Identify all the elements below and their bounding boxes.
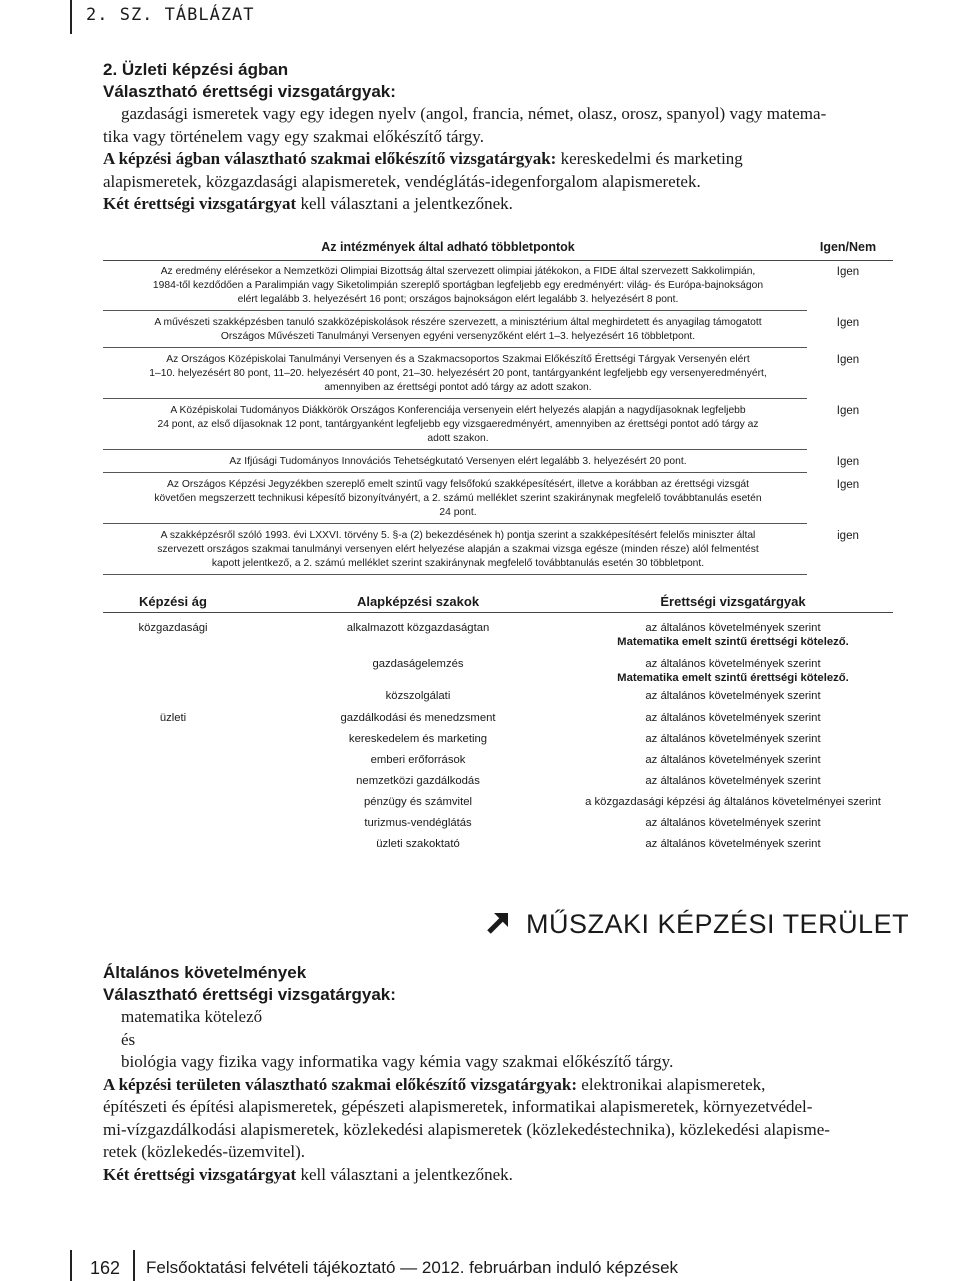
requirement-text: az általános követelmények szerint (645, 754, 821, 766)
prep-label: A képzési ágban választható szakmai előkészítő vizsgatárgyak: (103, 149, 557, 168)
points-row-line: 1–10. helyezésért 80 pont, 11–20. helyezésért 40 pont, 21–30. helyezésért 20 pont, tantárgyanként legfeljebb egy versenyeredményért, (149, 368, 767, 379)
subjects-text: biológia vagy fizika vagy informatika vagy kémia vagy szakmai előkészítő tárgy. (121, 1052, 674, 1071)
col-header-programs: Alapképzési szakok (356, 594, 480, 609)
points-row-line: A szakképzésről szóló 1993. évi LXXVI. törvény 5. §-a (2) bekezdésének h) pontja szerint a szakképesítésért felelős miniszter által (160, 530, 756, 541)
prep-label: A képzési területen választható szakmai előkészítő vizsgatárgyak: (103, 1074, 578, 1094)
subjects-row (103, 621, 893, 649)
branch-cell: üzleti (159, 712, 187, 724)
points-row-line: adott szakon. (427, 433, 489, 444)
points-row (103, 316, 893, 348)
points-row-line: 24 pont. (439, 507, 477, 518)
program-cell: gazdálkodási és menedzsment (340, 712, 496, 724)
row-divider (103, 574, 807, 575)
two-subjects-bold: Két érettségi vizsgatárgyat (103, 194, 297, 213)
subjects-row (103, 774, 893, 792)
points-row (103, 478, 893, 524)
points-row-line: Az Ifjúsági Tudományos Innovációs Tehetségkutató Versenyen elért legalább 3. helyezésért 20 pont. (229, 456, 687, 467)
requirement-text: az általános követelmények szerint (645, 712, 821, 724)
subjects-row (103, 837, 893, 855)
two-subjects-rest: kell választani a jelentkezőnek. (296, 194, 513, 213)
points-row-value: Igen (836, 405, 860, 417)
section-business (103, 59, 893, 216)
prep-subjects (103, 148, 893, 171)
points-row (103, 353, 893, 399)
col-header-branch: Képzési ág (139, 594, 207, 609)
header-bar (70, 0, 255, 34)
points-row-line: követően megszerzett technikusi képesítő bizonyítványért, a 2. számú melléklet szerint szakiránynak megfelelő továbbtanulás esetén (154, 493, 762, 504)
points-row-text (103, 478, 813, 520)
points-row (103, 265, 893, 311)
program-cell: pénzügy és számvitel (364, 796, 472, 808)
points-row-text (103, 455, 813, 469)
requirement-text: az általános követelmények szerint (645, 775, 821, 787)
requirement-cell (573, 689, 893, 703)
points-row-line: Az eredmény elérésekor a Nemzetközi Olimpiai Bizottság által szervezett olimpiai játékokon, a FIDE által szervezett Sakkolimpián, (160, 266, 756, 277)
points-row-value: Igen (836, 354, 860, 366)
requirement-text: az általános követelmények szerint (645, 690, 821, 702)
requirement-text: az általános követelmények szerint (645, 658, 821, 670)
points-row (103, 529, 893, 575)
section-technical (103, 962, 893, 1186)
subjects-row (103, 816, 893, 834)
subjects-row (103, 711, 893, 729)
header-title: 2. SZ. TÁBLÁZAT (86, 5, 255, 25)
program-cell: üzleti szakoktató (376, 838, 460, 850)
requirement-cell (573, 753, 893, 767)
subjects-table (103, 592, 893, 855)
points-row-line: kapott jelentkező, a 2. számú melléklet szerint szakiránynak megfelelő továbbtanulás esetén 30 többletpont. (211, 558, 705, 569)
subjects-row (103, 753, 893, 771)
points-row-text (103, 265, 813, 307)
branch-cell: közgazdasági (138, 622, 208, 634)
program-cell: emberi erőforrások (370, 754, 466, 766)
footer-bar (70, 1250, 72, 1281)
requirement-text: az általános követelmények szerint (645, 733, 821, 745)
subjects-label: Választható érettségi vizsgatárgyak: (103, 985, 396, 1004)
footer-separator (133, 1250, 135, 1281)
requirement-cell (573, 816, 893, 830)
subjects-text: tika vagy történelem vagy egy szakmai előkészítő tárgy. (103, 126, 484, 146)
points-row-value: Igen (836, 479, 860, 491)
row-divider (103, 449, 807, 450)
requirements-heading: Általános követelmények (103, 963, 307, 982)
subjects-row (103, 657, 893, 685)
points-row-value: Igen (836, 317, 860, 329)
footer-text: Felsőoktatási felvételi tájékoztató — 2012. februárban induló képzések (146, 1258, 679, 1277)
subjects-row (103, 795, 893, 813)
section-title (484, 908, 909, 940)
points-row-text (103, 529, 813, 571)
prep-text: kereskedelmi és marketing (556, 149, 743, 168)
two-subjects-bold: Két érettségi vizsgatárgyat (103, 1164, 297, 1184)
points-row-value: Igen (836, 266, 860, 278)
points-table-header (103, 236, 893, 258)
subjects-table-header (103, 592, 893, 612)
requirement-cell (573, 657, 893, 685)
points-row-line: szervezett országos szakmai tanulmányi versenyen elért helyezése alapján a szakmai vizsga egésze (minden része) alól felmentést (157, 544, 759, 555)
requirement-cell (573, 732, 893, 746)
points-row-text (103, 353, 813, 395)
points-row (103, 455, 893, 473)
points-row-line: Országos Művészeti Tanulmányi Versenyen egyéni versenyzőként elért 1–3. helyezésért 16 többletpont. (220, 331, 696, 342)
program-cell: gazdaságelemzés (372, 658, 464, 670)
program-cell: turizmus-vendéglátás (364, 817, 472, 829)
points-row-line: 24 pont, az első díjasoknak 12 pont, tantárgyanként legfeljebb egy vizsgaeredményért, amennyiben az érettségi pontot adó tárgy az (157, 419, 759, 430)
two-subjects-rest: kell választani a jelentkezőnek. (296, 1164, 513, 1184)
requirement-text: a közgazdasági képzési ág általános követelményei szerint (585, 796, 881, 808)
requirement-cell (573, 774, 893, 788)
requirement-cell (573, 837, 893, 851)
program-cell: alkalmazott közgazdaságtan (346, 622, 490, 634)
row-divider (103, 398, 807, 399)
points-row (103, 404, 893, 450)
points-row-line: Az Országos Képzési Jegyzékben szereplő emelt szintű vagy felsőfokú szakképesítésért, illetve a korábban az érettségi vizsgát (166, 479, 750, 490)
subjects-text: gazdasági ismeretek vagy egy idegen nyelv (angol, francia, német, olasz, orosz, spanyol) vagy matema- (121, 104, 827, 123)
prep-text: retek (közlekedés-üzemvitel). (103, 1142, 306, 1161)
points-table (103, 236, 893, 575)
col-header-subjects: Érettségi vizsgatárgyak (660, 594, 806, 609)
requirement-bold: Matematika emelt szintű érettségi kötelező. (617, 636, 849, 648)
subjects-label: Választható érettségi vizsgatárgyak: (103, 82, 396, 101)
points-row-value: igen (837, 530, 859, 542)
points-row-line: amennyiben az érettségi pontot adó tárgy az adott szakon. (324, 382, 592, 393)
points-row-line: A Középiskolai Tudományos Diákkörök Országos Konferenciája versenyein elért helyezés alapján a nagydíjasoknak legfeljebb (170, 405, 746, 416)
points-row-line: elért legalább 3. helyezésért 16 pont; országos bajnokságon elért legalább 3. helyezésért 8 pont. (237, 294, 679, 305)
subjects-text: és (121, 1029, 136, 1049)
program-cell: közszolgálati (385, 690, 451, 702)
section-title-text: MŰSZAKI KÉPZÉSI TERÜLET (526, 909, 910, 939)
program-cell: kereskedelem és marketing (348, 733, 488, 745)
requirement-text: az általános követelmények szerint (645, 817, 821, 829)
prep-subjects (103, 1074, 893, 1097)
points-header-yesno: Igen/Nem (819, 240, 877, 254)
subjects-row (103, 689, 893, 707)
two-subjects-note (103, 1164, 893, 1187)
requirement-text: az általános követelmények szerint (645, 622, 821, 634)
points-row-text (103, 316, 813, 344)
prep-text: alapismeretek, közgazdasági alapismeretek, vendéglátás-idegenforgalom alapismeretek. (103, 171, 701, 191)
points-row-line: Az Országos Középiskolai Tanulmányi Versenyen és a Szakmacsoportos Szakmai Előkészítő Érettségi Tárgyak Versenyén elért (166, 354, 750, 365)
prep-text: mi-vízgazdálkodási alapismeretek, közlekedési alapismeretek (közlekedéstechnika), közlekedési alapisme- (103, 1119, 830, 1139)
requirement-text: az általános követelmények szerint (645, 838, 821, 850)
arrow-icon (484, 908, 512, 936)
requirement-cell (573, 711, 893, 725)
row-divider (103, 310, 807, 311)
points-header-main: Az intézmények által adható többletpontok (321, 240, 575, 254)
requirement-bold: Matematika emelt szintű érettségi kötelező. (617, 672, 849, 684)
points-row-text (103, 404, 813, 446)
section-heading: 2. Üzleti képzési ágban (103, 60, 289, 79)
program-cell: nemzetközi gazdálkodás (356, 775, 480, 787)
header-rule (103, 612, 893, 613)
points-row-line: A művészeti szakképzésben tanuló szakközépiskolások részére szervezett, a minisztérium által meghirdetett és anyagilag támogatott (154, 317, 762, 328)
points-row-value: Igen (836, 456, 860, 468)
two-subjects-note (103, 193, 893, 216)
points-row-line: 1984-től kezdődően a Paralimpián vagy Siketolimpián szereplő sportágban legfeljebb egy eredményért: világ- és Európa-bajnokságon (152, 280, 764, 291)
prep-text: építészeti és építési alapismeretek, gépészeti alapismeretek, informatikai alapismeretek, környezetvédel- (103, 1097, 813, 1116)
page-number: 162 (90, 1258, 121, 1278)
row-divider (103, 523, 807, 524)
requirement-cell (573, 621, 893, 649)
row-divider (103, 347, 807, 348)
requirement-cell (573, 795, 893, 809)
subjects-row (103, 732, 893, 750)
row-divider (103, 472, 807, 473)
prep-text: elektronikai alapismeretek, (577, 1074, 766, 1094)
subjects-text: matematika kötelező (121, 1007, 263, 1026)
